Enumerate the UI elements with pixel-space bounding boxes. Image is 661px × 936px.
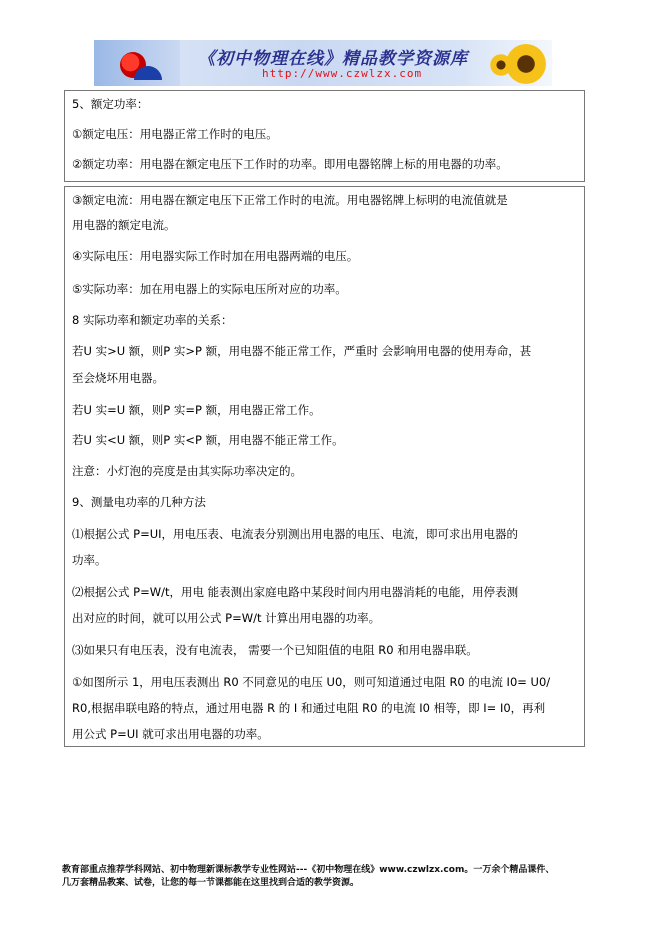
footer-line: 教育部重点推荐学科网站、初中物理新课标教学专业性网站---《初中物理在线》www.czwlzx.com。一万余个精品课件、 — [62, 865, 555, 875]
text-line: ⑵根据公式 P=W/t，用电 能表测出家庭电路中某段时间内用电器消耗的电能，用停表测 — [72, 585, 519, 599]
footer-line: 几万套精品教案、试卷，让您的每一节课都能在这里找到合适的教学资源。 — [62, 878, 360, 888]
text-line: 9、测量电功率的几种方法 — [72, 495, 206, 509]
text-line: R0,根据串联电路的特点，通过用电器 R 的 I 和通过电阻 R0 的电流 I0 相等，即 I= I0，再利 — [72, 701, 546, 715]
text-line: 功率。 — [72, 553, 107, 567]
text-line: ②额定功率：用电器在额定电压下工作时的功率。即用电器铭牌上标的用电器的功率。 — [72, 157, 508, 171]
text-line: ④实际电压：用电器实际工作时加在用电器两端的电压。 — [72, 249, 359, 263]
site-logo — [94, 40, 180, 86]
banner-url[interactable]: http://www.czwlzx.com — [262, 67, 423, 80]
page-footer — [62, 864, 602, 890]
sunflower-icon — [506, 44, 546, 84]
text-line: 5、额定功率： — [72, 97, 149, 111]
text-line: 若U 实<U 额，则P 实<P 额，用电器不能正常工作。 — [72, 433, 344, 447]
text-line: ⑶如果只有电压表，没有电流表， 需要一个已知阻值的电阻 R0 和用电器串联。 — [72, 643, 478, 657]
banner-title: 《初中物理在线》精品教学资源库 — [198, 49, 468, 69]
text-line: ⑤实际功率：加在用电器上的实际电压所对应的功率。 — [72, 282, 347, 296]
text-line: 8 实际功率和额定功率的关系： — [72, 313, 233, 327]
text-line: ⑴根据公式 P=UI，用电压表、电流表分别测出用电器的电压、电流，即可求出用电器的 — [72, 527, 519, 541]
content-box-power-measurement — [64, 186, 585, 747]
text-line: 注意：小灯泡的亮度是由其实际功率决定的。 — [72, 464, 302, 478]
text-line: 出对应的时间，就可以用公式 P=W/t 计算出用电器的功率。 — [72, 611, 381, 625]
text-line: ③额定电流：用电器在额定电压下正常工作时的电流。用电器铭牌上标明的电流值就是 — [72, 193, 508, 207]
text-line: 用公式 P=UI 就可求出用电器的功率。 — [72, 727, 269, 741]
text-line: 至会烧坏用电器。 — [72, 371, 164, 385]
text-line: 用电器的额定电流。 — [72, 218, 176, 232]
content-box-rated-power — [64, 90, 585, 182]
text-line: ①额定电压：用电器正常工作时的电压。 — [72, 127, 278, 141]
text-line: 若U 实=U 额，则P 实=P 额，用电器正常工作。 — [72, 403, 321, 417]
text-line: ①如图所示 1，用电压表测出 R0 不同意见的电压 U0，则可知道通过电阻 R0 的电流 I0= U0/ — [72, 675, 551, 689]
header-banner — [94, 40, 552, 86]
text-line: 若U 实>U 额，则P 实>P 额，用电器不能正常工作，严重时 会影响用电器的使用寿命，甚 — [72, 344, 532, 358]
